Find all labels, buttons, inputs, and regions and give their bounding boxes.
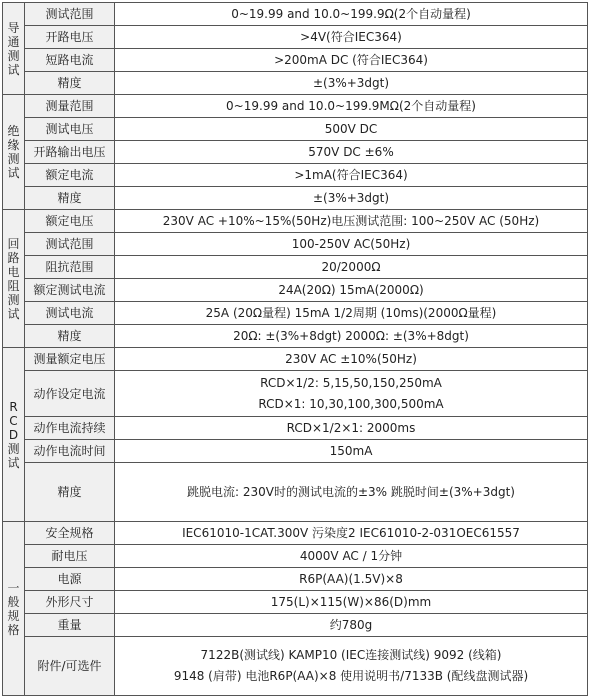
value-line: 230V AC +10%~15%(50Hz)电压测试范围: 100~250V AC (50Hz) <box>162 214 540 228</box>
table-row <box>3 279 588 302</box>
row-label: 测试电流 <box>25 302 115 325</box>
row-value <box>115 371 588 417</box>
row-value <box>115 3 588 26</box>
section-category-char: 测 <box>7 441 20 456</box>
value-line: 跳脱电流: 230V时的测试电流的±3% 跳脱时间±(3%+3dgt) <box>187 485 515 499</box>
row-value <box>115 348 588 371</box>
value-line: 4000V AC / 1分钟 <box>299 549 403 563</box>
value-line: RCD×1/2×1: 2000ms <box>286 421 416 435</box>
table-row <box>3 187 588 210</box>
row-label: 动作电流持续 <box>25 417 115 440</box>
row-label: 测试电压 <box>25 118 115 141</box>
table-row <box>3 463 588 522</box>
row-value <box>115 568 588 591</box>
row-label: 精度 <box>25 325 115 348</box>
section-category <box>3 348 25 522</box>
row-value <box>115 49 588 72</box>
value-line: 24A(20Ω) 15mA(2000Ω) <box>278 283 424 297</box>
value-line: 0~19.99 and 10.0~199.9Ω(2个自动量程) <box>231 7 471 21</box>
value-line: ±(3%+3dgt) <box>312 76 390 90</box>
table-row <box>3 256 588 279</box>
value-line: 175(L)×115(W)×86(D)mm <box>270 595 432 609</box>
row-value <box>115 164 588 187</box>
value-line: 570V DC ±6% <box>308 145 394 159</box>
table-row <box>3 164 588 187</box>
row-label: 外形尺寸 <box>25 591 115 614</box>
row-value <box>115 279 588 302</box>
section-category-char: 绝 <box>7 124 20 138</box>
value-line: RCD×1: 10,30,100,300,500mA <box>258 396 444 411</box>
row-value <box>115 591 588 614</box>
table-row <box>3 26 588 49</box>
row-label: 安全规格 <box>25 522 115 545</box>
section-category-char: 测 <box>7 152 20 166</box>
section-category-char: 试 <box>7 166 20 180</box>
value-line: IEC61010-1CAT.300V 污染度2 IEC61010-2-031OEC61557 <box>182 526 520 540</box>
row-label: 动作电流时间 <box>25 440 115 463</box>
row-label: 额定电压 <box>25 210 115 233</box>
value-line: 150mA <box>329 444 373 458</box>
section-category-char: 路 <box>7 250 20 265</box>
table-row <box>3 210 588 233</box>
row-label: 测试范围 <box>25 3 115 26</box>
value-line: >4V(符合IEC364) <box>300 30 402 44</box>
value-line: 25A (20Ω量程) 15mA 1/2周期 (10ms)(2000Ω量程) <box>205 306 497 320</box>
row-value <box>115 545 588 568</box>
row-label: 测量额定电压 <box>25 348 115 371</box>
table-row <box>3 545 588 568</box>
row-label: 额定电流 <box>25 164 115 187</box>
table-row <box>3 325 588 348</box>
value-line: >200mA DC (符合IEC364) <box>274 53 428 67</box>
value-line: 9148 (肩带) 电池R6P(AA)×8 使用说明书/7133B (配线盘测试器) <box>173 669 529 683</box>
section-category-char: C <box>9 413 18 428</box>
row-value <box>115 614 588 637</box>
table-row <box>3 591 588 614</box>
value-line: 20Ω: ±(3%+8dgt) 2000Ω: ±(3%+8dgt) <box>233 329 469 343</box>
row-value <box>115 233 588 256</box>
row-label: 测量范围 <box>25 95 115 118</box>
table-row <box>3 440 588 463</box>
spec-table <box>2 2 588 696</box>
value-line: 500V DC <box>324 122 378 136</box>
row-value <box>115 118 588 141</box>
section-category-char: 测 <box>7 292 20 307</box>
row-value <box>115 522 588 545</box>
row-value <box>115 325 588 348</box>
section-category-char: 般 <box>7 594 20 609</box>
row-value <box>115 256 588 279</box>
row-label: 精度 <box>25 187 115 210</box>
row-label: 附件/可选件 <box>25 637 115 696</box>
section-category-char: 格 <box>7 622 20 637</box>
table-row <box>3 3 588 26</box>
row-label: 电源 <box>25 568 115 591</box>
table-row <box>3 348 588 371</box>
section-category-char: 规 <box>7 608 20 623</box>
table-row <box>3 95 588 118</box>
table-row <box>3 302 588 325</box>
table-row <box>3 637 588 696</box>
section-category-char: 导 <box>7 20 20 35</box>
section-category-char: 回 <box>7 236 20 251</box>
section-category-char: R <box>9 399 18 414</box>
row-label: 精度 <box>25 72 115 95</box>
table-row <box>3 49 588 72</box>
value-line: 100-250V AC(50Hz) <box>291 237 411 251</box>
row-value <box>115 302 588 325</box>
row-label: 阻抗范围 <box>25 256 115 279</box>
value-line: 约780g <box>329 618 373 632</box>
table-row <box>3 522 588 545</box>
row-label: 开路输出电压 <box>25 141 115 164</box>
section-category-char: 阻 <box>7 278 20 293</box>
section-category-char: 试 <box>7 62 20 77</box>
row-value <box>115 72 588 95</box>
section-category-char: 试 <box>7 306 20 321</box>
value-line: 20/2000Ω <box>321 260 381 274</box>
row-value <box>115 210 588 233</box>
row-label: 耐电压 <box>25 545 115 568</box>
section-category-char: 电 <box>7 264 20 279</box>
row-label: 重量 <box>25 614 115 637</box>
row-value <box>115 26 588 49</box>
table-row <box>3 568 588 591</box>
row-value <box>115 417 588 440</box>
row-label: 开路电压 <box>25 26 115 49</box>
section-category-char: 缘 <box>7 138 20 152</box>
row-label: 短路电流 <box>25 49 115 72</box>
value-line: R6P(AA)(1.5V)×8 <box>299 572 403 586</box>
table-row <box>3 118 588 141</box>
value-line: RCD×1/2: 5,15,50,150,250mA <box>260 375 442 390</box>
section-category-char: 一 <box>7 580 20 595</box>
section-category-char: 试 <box>7 455 20 470</box>
row-label: 额定测试电流 <box>25 279 115 302</box>
table-row <box>3 417 588 440</box>
table-row <box>3 371 588 417</box>
row-value <box>115 440 588 463</box>
section-category <box>3 3 25 95</box>
section-category <box>3 95 25 210</box>
table-row <box>3 614 588 637</box>
value-line: 0~19.99 and 10.0~199.9MΩ(2个自动量程) <box>226 99 476 113</box>
row-label: 精度 <box>25 463 115 522</box>
value-line: 230V AC ±10%(50Hz) <box>285 352 417 366</box>
row-value <box>115 141 588 164</box>
section-category-char: D <box>8 427 19 442</box>
row-value <box>115 463 588 522</box>
row-value <box>115 187 588 210</box>
row-label: 动作设定电流 <box>25 371 115 417</box>
table-row <box>3 141 588 164</box>
section-category <box>3 522 25 696</box>
table-row <box>3 72 588 95</box>
value-line: >1mA(符合IEC364) <box>294 168 408 182</box>
row-label: 测试范围 <box>25 233 115 256</box>
section-category-char: 测 <box>7 48 20 63</box>
value-line: ±(3%+3dgt) <box>312 191 390 205</box>
section-category <box>3 210 25 348</box>
section-category-char: 通 <box>7 34 20 49</box>
row-value <box>115 637 588 696</box>
row-value <box>115 95 588 118</box>
table-row <box>3 233 588 256</box>
value-line: 7122B(测试线) KAMP10 (IEC连接测试线) 9092 (线箱) <box>200 648 502 662</box>
